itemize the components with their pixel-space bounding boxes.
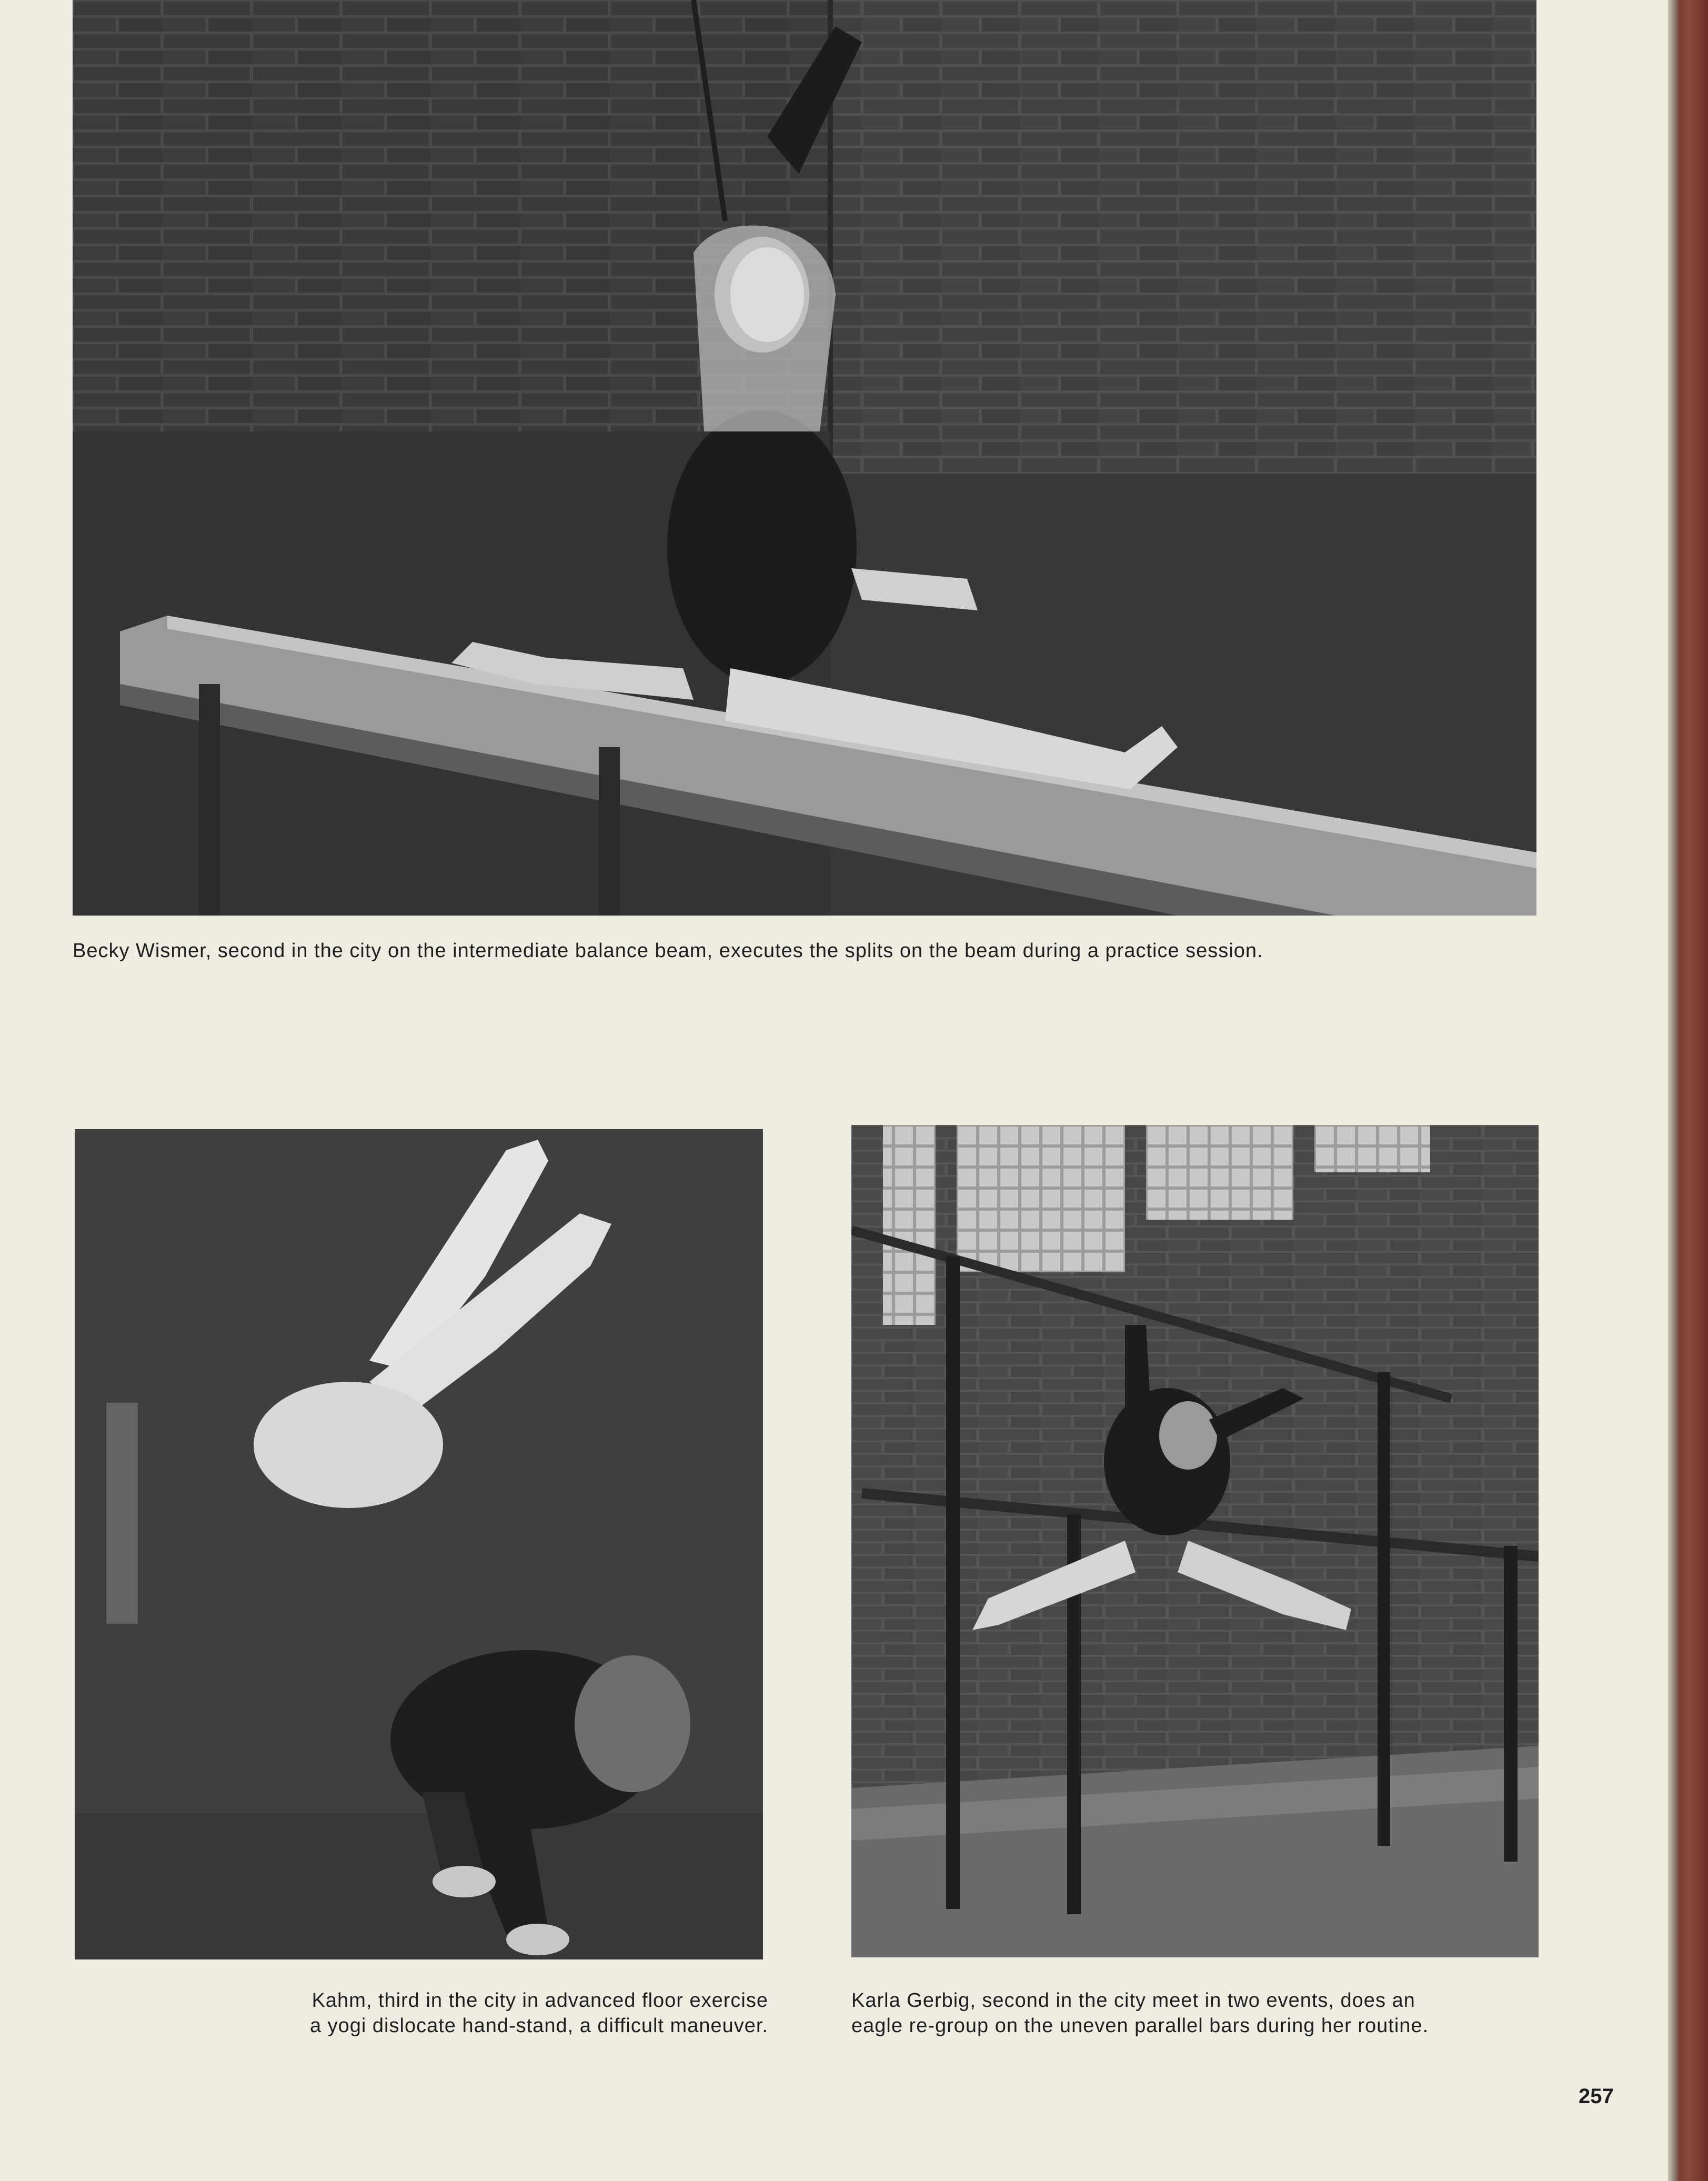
uneven-bars-caption [851,1988,1546,2038]
uneven-bars-photo [851,1125,1539,1957]
uneven-bars-caption-line1: Karla Gerbig, second in the city meet in two events, does an [851,1989,1415,2012]
uneven-bars-caption-line2: eagle re-group on the uneven parallel bars during her routine. [851,2015,1429,2037]
balance-beam-caption-text: Becky Wismer, second in the city on the intermediate balance beam, executes the splits on the beam during a practice session. [73,940,1263,962]
floor-exercise-caption-line2: a yogi dislocate hand-stand, a difficult maneuver. [309,2015,768,2037]
page-number: 257 [1579,2085,1614,2108]
binding-edge [1668,0,1708,2181]
floor-exercise-caption [84,1988,768,2038]
floor-exercise-caption-line1: Kahm, third in the city in advanced floor exercise [312,1989,768,2012]
balance-beam-caption [73,938,1556,963]
balance-beam-photo [73,0,1536,916]
floor-exercise-photo [75,1129,763,1959]
